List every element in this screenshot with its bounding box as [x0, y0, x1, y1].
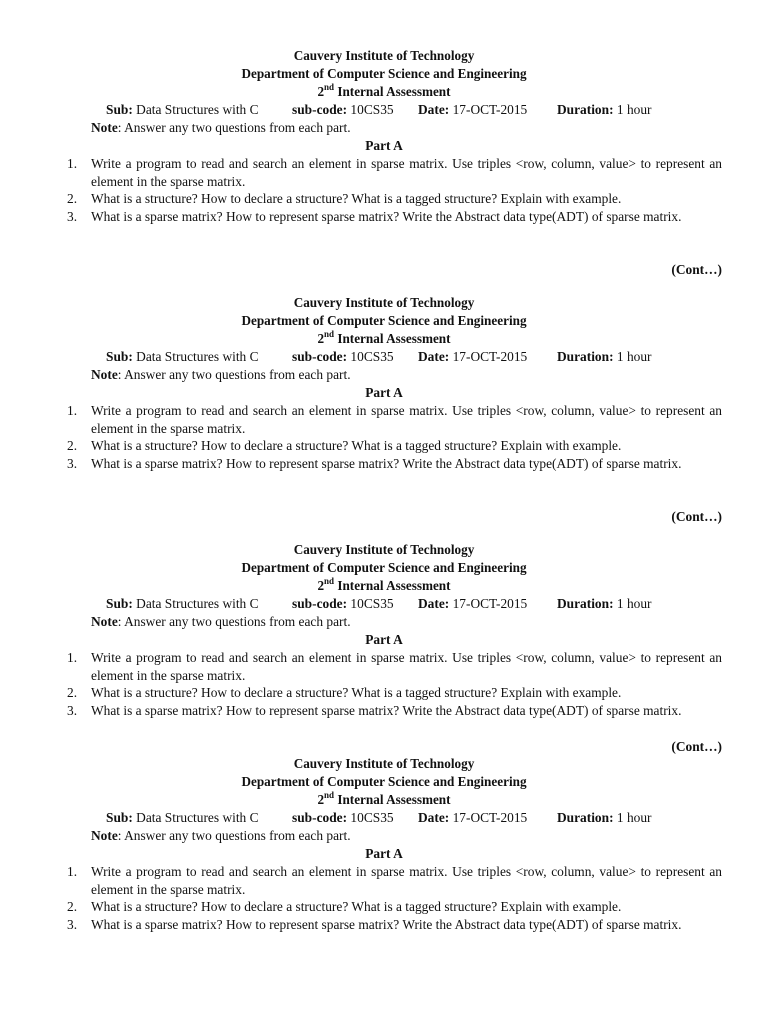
question-item: 3. What is a sparse matrix? How to represent sparse matrix? Write the Abstract data type(ADT) of sparse matrix. — [67, 455, 682, 471]
code-value: 10CS35 — [350, 810, 394, 825]
duration-label: Duration: — [557, 810, 614, 825]
question-list — [0, 649, 768, 719]
sub-label: Sub: — [106, 102, 133, 117]
assessment-title: 2nd Internal Assessment — [317, 81, 451, 99]
department-name: Department of Computer Science and Engineering — [241, 66, 527, 81]
question-list — [0, 863, 768, 933]
question-item: 1. Write a program to read and search an element in sparse matrix. Use triples <row, column, value> to represent an element in the sparse matrix. — [67, 156, 722, 189]
code-label: sub-code: — [292, 102, 348, 117]
subject-info-line — [0, 101, 768, 119]
code-label: sub-code: — [292, 596, 348, 611]
question-paper-block-4 — [0, 755, 768, 933]
question-list — [0, 402, 768, 472]
question-item: 2. What is a structure? How to declare a structure? What is a tagged structure? Explain with example. — [67, 438, 622, 453]
note-line: Note: Answer any two questions from each part. — [91, 614, 351, 629]
date-value: 17-OCT-2015 — [452, 102, 528, 117]
question-item: 2. What is a structure? How to declare a structure? What is a tagged structure? Explain with example. — [67, 191, 622, 206]
question-item: 2. What is a structure? How to declare a structure? What is a tagged structure? Explain with example. — [67, 899, 622, 914]
subject-info-line — [0, 595, 768, 613]
part-title: Part A — [365, 846, 403, 861]
question-item: 1. Write a program to read and search an element in sparse matrix. Use triples <row, column, value> to represent an element in the sparse matrix. — [67, 650, 722, 683]
question-paper-block-2 — [0, 294, 768, 472]
department-name: Department of Computer Science and Engineering — [241, 313, 527, 328]
code-value: 10CS35 — [350, 102, 394, 117]
question-item: 2. What is a structure? How to declare a structure? What is a tagged structure? Explain with example. — [67, 685, 622, 700]
question-item: 3. What is a sparse matrix? How to represent sparse matrix? Write the Abstract data type(ADT) of sparse matrix. — [67, 208, 682, 224]
institute-name: Cauvery Institute of Technology — [293, 756, 475, 771]
code-value: 10CS35 — [350, 596, 394, 611]
subject-info-line — [0, 809, 768, 827]
question-list — [0, 155, 768, 225]
question-item: 1. Write a program to read and search an element in sparse matrix. Use triples <row, column, value> to represent an element in the sparse matrix. — [67, 403, 722, 436]
part-title: Part A — [365, 385, 403, 400]
date-label: Date: — [418, 596, 450, 611]
question-item: 3. What is a sparse matrix? How to represent sparse matrix? Write the Abstract data type(ADT) of sparse matrix. — [67, 916, 682, 932]
cont-label: (Cont…) — [671, 509, 722, 524]
sub-value: Data Structures with C — [136, 102, 259, 117]
date-label: Date: — [418, 810, 450, 825]
sub-label: Sub: — [106, 596, 133, 611]
cont-label: (Cont…) — [671, 262, 722, 277]
code-value: 10CS35 — [350, 349, 394, 364]
part-title: Part A — [365, 632, 403, 647]
sub-label: Sub: — [106, 349, 133, 364]
subject-info-line — [0, 348, 768, 366]
part-title: Part A — [365, 138, 403, 153]
question-item: 3. What is a sparse matrix? How to represent sparse matrix? Write the Abstract data type(ADT) of sparse matrix. — [67, 702, 682, 718]
duration-value: 1 hour — [616, 596, 652, 611]
note-line: Note: Answer any two questions from each part. — [91, 120, 351, 135]
institute-name: Cauvery Institute of Technology — [293, 295, 475, 310]
note-line: Note: Answer any two questions from each part. — [91, 828, 351, 843]
duration-label: Duration: — [557, 349, 614, 364]
department-name: Department of Computer Science and Engineering — [241, 560, 527, 575]
sub-value: Data Structures with C — [136, 349, 259, 364]
assessment-title: 2nd Internal Assessment — [317, 328, 451, 346]
sub-value: Data Structures with C — [136, 596, 259, 611]
duration-label: Duration: — [557, 102, 614, 117]
duration-value: 1 hour — [616, 349, 652, 364]
code-label: sub-code: — [292, 349, 348, 364]
assessment-title: 2nd Internal Assessment — [317, 789, 451, 807]
sub-value: Data Structures with C — [136, 810, 259, 825]
duration-value: 1 hour — [616, 810, 652, 825]
date-value: 17-OCT-2015 — [452, 810, 528, 825]
date-label: Date: — [418, 349, 450, 364]
code-label: sub-code: — [292, 810, 348, 825]
institute-name: Cauvery Institute of Technology — [293, 542, 475, 557]
date-value: 17-OCT-2015 — [452, 596, 528, 611]
assessment-title: 2nd Internal Assessment — [317, 575, 451, 593]
question-paper-block-1 — [0, 47, 768, 225]
institute-name: Cauvery Institute of Technology — [293, 48, 475, 63]
note-line: Note: Answer any two questions from each part. — [91, 367, 351, 382]
question-item: 1. Write a program to read and search an element in sparse matrix. Use triples <row, column, value> to represent an element in the sparse matrix. — [67, 864, 722, 897]
cont-label: (Cont…) — [671, 739, 722, 754]
date-value: 17-OCT-2015 — [452, 349, 528, 364]
question-paper-block-3 — [0, 541, 768, 719]
sub-label: Sub: — [106, 810, 133, 825]
duration-label: Duration: — [557, 596, 614, 611]
date-label: Date: — [418, 102, 450, 117]
duration-value: 1 hour — [616, 102, 652, 117]
department-name: Department of Computer Science and Engineering — [241, 774, 527, 789]
